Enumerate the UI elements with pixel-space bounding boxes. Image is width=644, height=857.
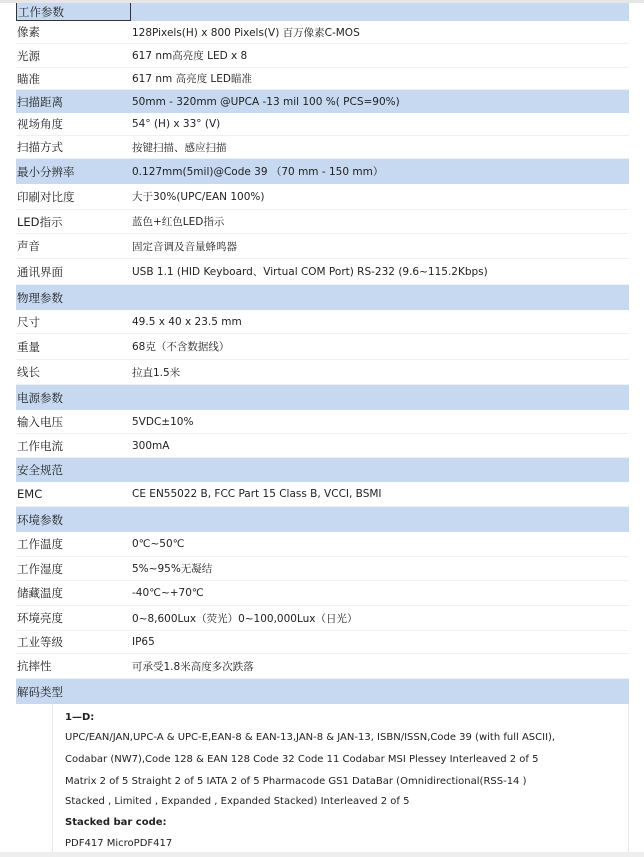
table-row — [16, 136, 629, 159]
table-row — [16, 360, 629, 385]
section-title: 电源参数 — [17, 390, 63, 405]
table-row — [16, 259, 629, 285]
spec-label: 光源 — [17, 48, 40, 63]
spec-value: 按键扫描、感应扫描 — [132, 141, 227, 154]
table-row — [16, 434, 629, 458]
spec-value: 617 nm高亮度 LED x 8 — [132, 50, 248, 62]
table-row — [16, 654, 629, 679]
section-title: 环境参数 — [17, 512, 63, 527]
table-row — [16, 90, 629, 113]
table-row — [16, 581, 629, 606]
spec-label: 扫描距离 — [17, 94, 63, 109]
spec-value: 0.127mm(5mil)@Code 39 （70 mm - 150 mm） — [132, 166, 384, 178]
spec-value: 固定音调及音量蜂鸣器 — [132, 240, 237, 253]
spec-label: 线长 — [17, 365, 40, 379]
spec-label: 重量 — [17, 339, 40, 354]
spec-value: USB 1.1 (HID Keyboard、Virtual COM Port) RS-232 (9.6~115.2Kbps) — [132, 266, 488, 278]
section-title: 物理参数 — [17, 290, 63, 305]
table-row — [16, 113, 629, 136]
spec-label: 像素 — [17, 25, 40, 39]
spec-label: 工业等级 — [17, 635, 63, 649]
spec-label: 输入电压 — [17, 414, 63, 429]
spec-label: 瞄准 — [17, 71, 40, 86]
table-row — [16, 21, 629, 44]
spec-value: IP65 — [132, 636, 155, 648]
section-title: 安全规范 — [17, 463, 63, 477]
spec-value: 49.5 x 40 x 23.5 mm — [132, 315, 242, 328]
table-row — [16, 310, 629, 334]
table-row — [16, 44, 629, 68]
spec-value: 68克（不含数据线） — [132, 341, 230, 353]
spec-label: 环境亮度 — [17, 611, 63, 625]
spec-value: 617 nm 高亮度 LED瞄准 — [132, 73, 253, 85]
spec-value: 拉直1.5米 — [132, 366, 181, 379]
spec-label: LED指示 — [17, 214, 63, 229]
spec-value: 300mA — [132, 439, 170, 452]
table-row — [16, 606, 629, 631]
spec-label: 视场角度 — [17, 117, 63, 131]
spec-label: 扫描方式 — [17, 140, 63, 154]
decode-line: UPC/EAN/JAN,UPC-A & UPC-E,EAN-8 & EAN-13,JAN-8 & JAN-13, ISBN/ISSN,Code 39 (with full ASCII), — [65, 732, 556, 743]
spec-label: 通讯界面 — [17, 264, 63, 279]
table-row — [16, 631, 629, 654]
spec-value: 54° (H) x 33° (V) — [132, 118, 221, 130]
table-row — [16, 557, 629, 581]
table-row — [16, 532, 629, 557]
spec-value: 50mm - 320mm @UPCA -13 mil 100 %( PCS=90%) — [132, 95, 400, 108]
spec-value: 128Pixels(H) x 800 Pixels(V) 百万像素C-MOS — [132, 26, 360, 39]
table-row — [16, 334, 629, 360]
table-row — [16, 234, 629, 259]
spec-label: EMC — [17, 487, 43, 501]
spec-label: 最小分辨率 — [17, 164, 75, 179]
decode-line: Stacked , Limited , Expanded , Expanded Stacked) Interleaved 2 of 5 — [65, 796, 410, 807]
table-row — [16, 68, 629, 90]
spec-value: 5%~95%无凝结 — [132, 563, 213, 575]
section-header — [16, 679, 629, 704]
section-header — [16, 385, 629, 410]
decode-line: Codabar (NW7),Code 128 & EAN 128 Code 32 Code 11 Codabar MSI Plessey Interleaved 2 of 5 — [65, 754, 539, 765]
table-row — [16, 184, 629, 210]
table-row — [16, 159, 629, 184]
section-header — [16, 458, 629, 482]
decode-subheading: 1—D: — [65, 712, 95, 723]
spec-value: 蓝色+红色LED指示 — [132, 216, 225, 228]
section-header — [16, 507, 629, 532]
section-title: 工作参数 — [16, 3, 131, 21]
spec-label: 工作温度 — [17, 537, 63, 551]
spec-label: 工作电流 — [17, 438, 63, 453]
bottom-border — [0, 852, 644, 857]
section-header — [16, 3, 629, 21]
decode-line: PDF417 MicroPDF417 — [65, 838, 173, 849]
section-header — [16, 285, 629, 310]
spec-label: 储藏温度 — [17, 586, 63, 600]
spec-label: 印刷对比度 — [17, 189, 75, 204]
table-row — [16, 210, 629, 234]
decode-subheading: Stacked bar code: — [65, 817, 167, 828]
table-row — [16, 482, 629, 507]
spec-value: -40℃~+70℃ — [132, 587, 204, 599]
spec-value: 大于30%(UPC/EAN 100%) — [132, 191, 265, 203]
spec-label: 抗摔性 — [17, 659, 52, 673]
decode-line: Matrix 2 of 5 Straight 2 of 5 IATA 2 of 5 Pharmacode GS1 DataBar (Omnidirectional(RSS-14 ) — [65, 776, 527, 787]
spec-value: 0℃~50℃ — [132, 538, 185, 550]
section-title: 解码类型 — [17, 684, 63, 699]
spec-value: 0~8,600Lux（荧光）0~100,000Lux（日光） — [132, 612, 358, 625]
decode-types-block — [52, 704, 629, 857]
spec-value: 可承受1.8米高度多次跌落 — [132, 660, 254, 673]
spec-value: CE EN55022 B, FCC Part 15 Class B, VCCI, BSMI — [132, 488, 382, 500]
spec-label: 声音 — [17, 239, 40, 253]
table-row — [16, 410, 629, 434]
spec-label: 尺寸 — [17, 314, 40, 329]
spec-label: 工作湿度 — [17, 561, 63, 576]
spec-value: 5VDC±10% — [132, 415, 194, 428]
